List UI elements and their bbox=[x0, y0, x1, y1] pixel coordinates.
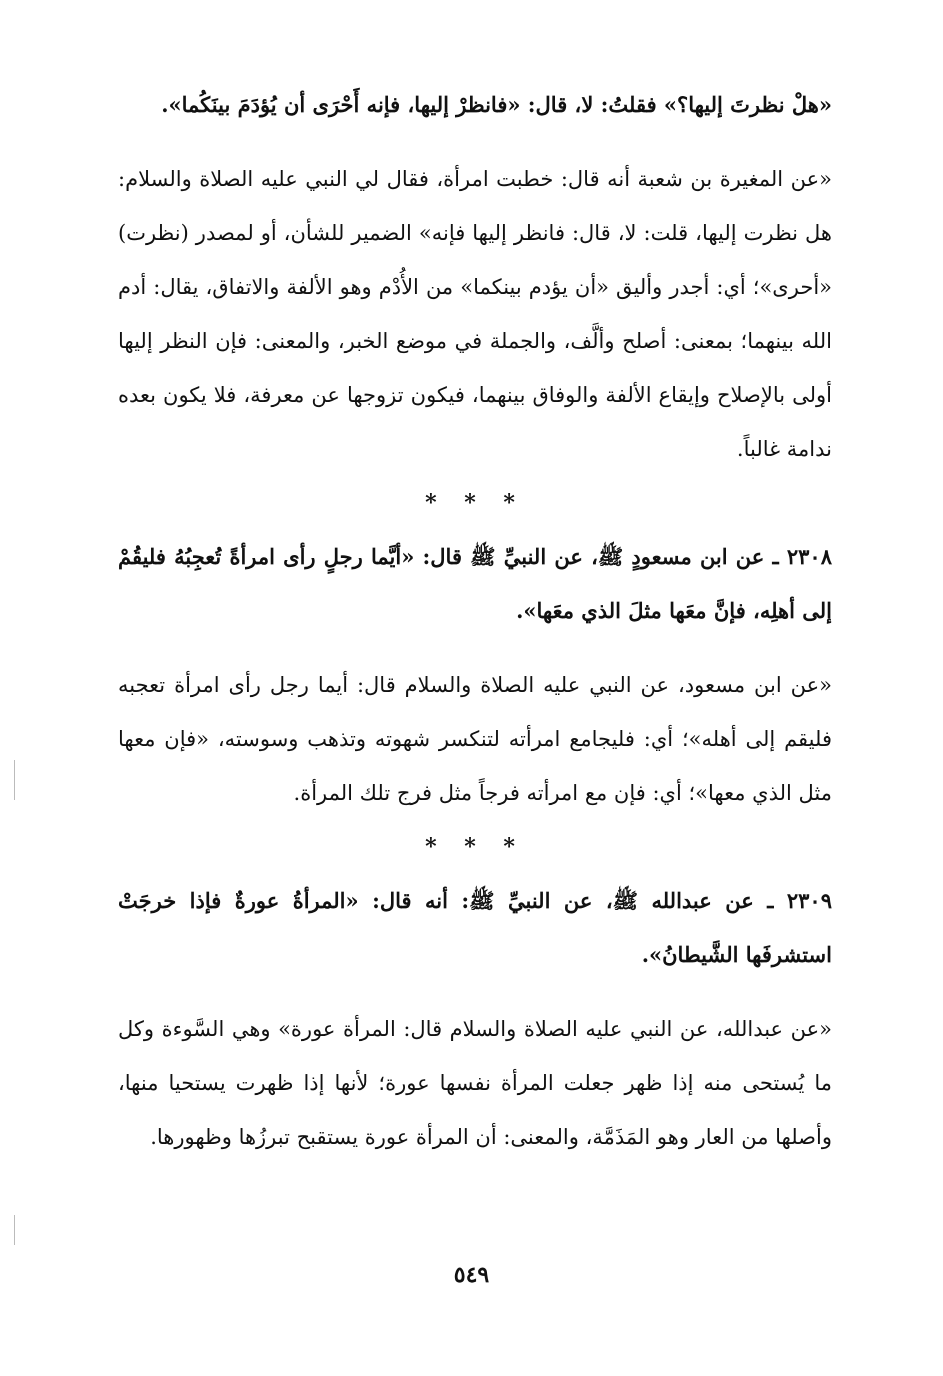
hadith-2309: ٢٣٠٩ ـ عن عبدالله ﷺ، عن النبيِّ ﷺ: أنه قال: «المرأةُ عورةٌ فإذا خرجَتْ استشرفَها الشَّيطانُ». bbox=[118, 888, 832, 967]
section-separator: * * * bbox=[425, 834, 525, 860]
scan-margin-mark bbox=[14, 760, 15, 800]
hadith-continuation: «هلْ نظرتَ إليها؟» فقلتُ: لا، قال: «فانظرْ إليها، فإنه أَحْرَى أن يُؤدَمَ بينَكُما». bbox=[161, 92, 832, 117]
commentary-paragraph: «عن عبدالله، عن النبي عليه الصلاة والسلام قال: المرأة عورة» وهي السَّوءة وكل ما يُستحى منه إذا ظهر جعلت المرأة نفسها عورة؛ لأنها إذا ظهرت يستحيا منها، وأصلها من العار وهو المَذَمَّة، والمعنى: أن المرأة عورة يستقبح تبرزُها وظهورها. bbox=[118, 1017, 832, 1149]
page-number: ٥٤٩ bbox=[453, 1262, 490, 1288]
hadith-2308: ٢٣٠٨ ـ عن ابن مسعودٍ ﷺ، عن النبيِّ ﷺ قال: «أيَّما رجلٍ رأى امرأةً تُعجِبُهُ فليقُمْ إلى أهلِه، فإنَّ معَها مثلَ الذي معَها». bbox=[118, 544, 832, 623]
scan-margin-mark bbox=[14, 1215, 15, 1245]
section-separator: * * * bbox=[425, 490, 525, 516]
page-body bbox=[118, 74, 832, 1164]
commentary-paragraph: «عن ابن مسعود، عن النبي عليه الصلاة والسلام قال: أيما رجل رأى امرأة تعجبه فليقم إلى أهله»؛ أي: فليجامع امرأته لتنكسر شهوته وتذهب وسوسته، «فإن معها مثل الذي معها»؛ أي: فإن مع امرأته فرجاً مثل فرج تلك المرأة. bbox=[118, 673, 832, 805]
commentary-paragraph: «عن المغيرة بن شعبة أنه قال: خطبت امرأة، فقال لي النبي عليه الصلاة والسلام: هل نظرت إليها، قلت: لا، قال: فانظر إليها فإنه» الضمير للشأن، أو لمصدر (نظرت) «أحرى»؛ أي: أجدر وأليق «أن يؤدم بينكما» من الأُدْم وهو الألفة والاتفاق، يقال: أدم الله بينهما؛ بمعنى: أصلح وألَّف، والجملة في موضع الخبر، والمعنى: فإن النظر إليها أولى بالإصلاح وإيقاع الألفة والوفاق بينهما، فيكون تزوجها عن معرفة، فلا يكون بعده ندامة غالباً. bbox=[118, 167, 832, 461]
